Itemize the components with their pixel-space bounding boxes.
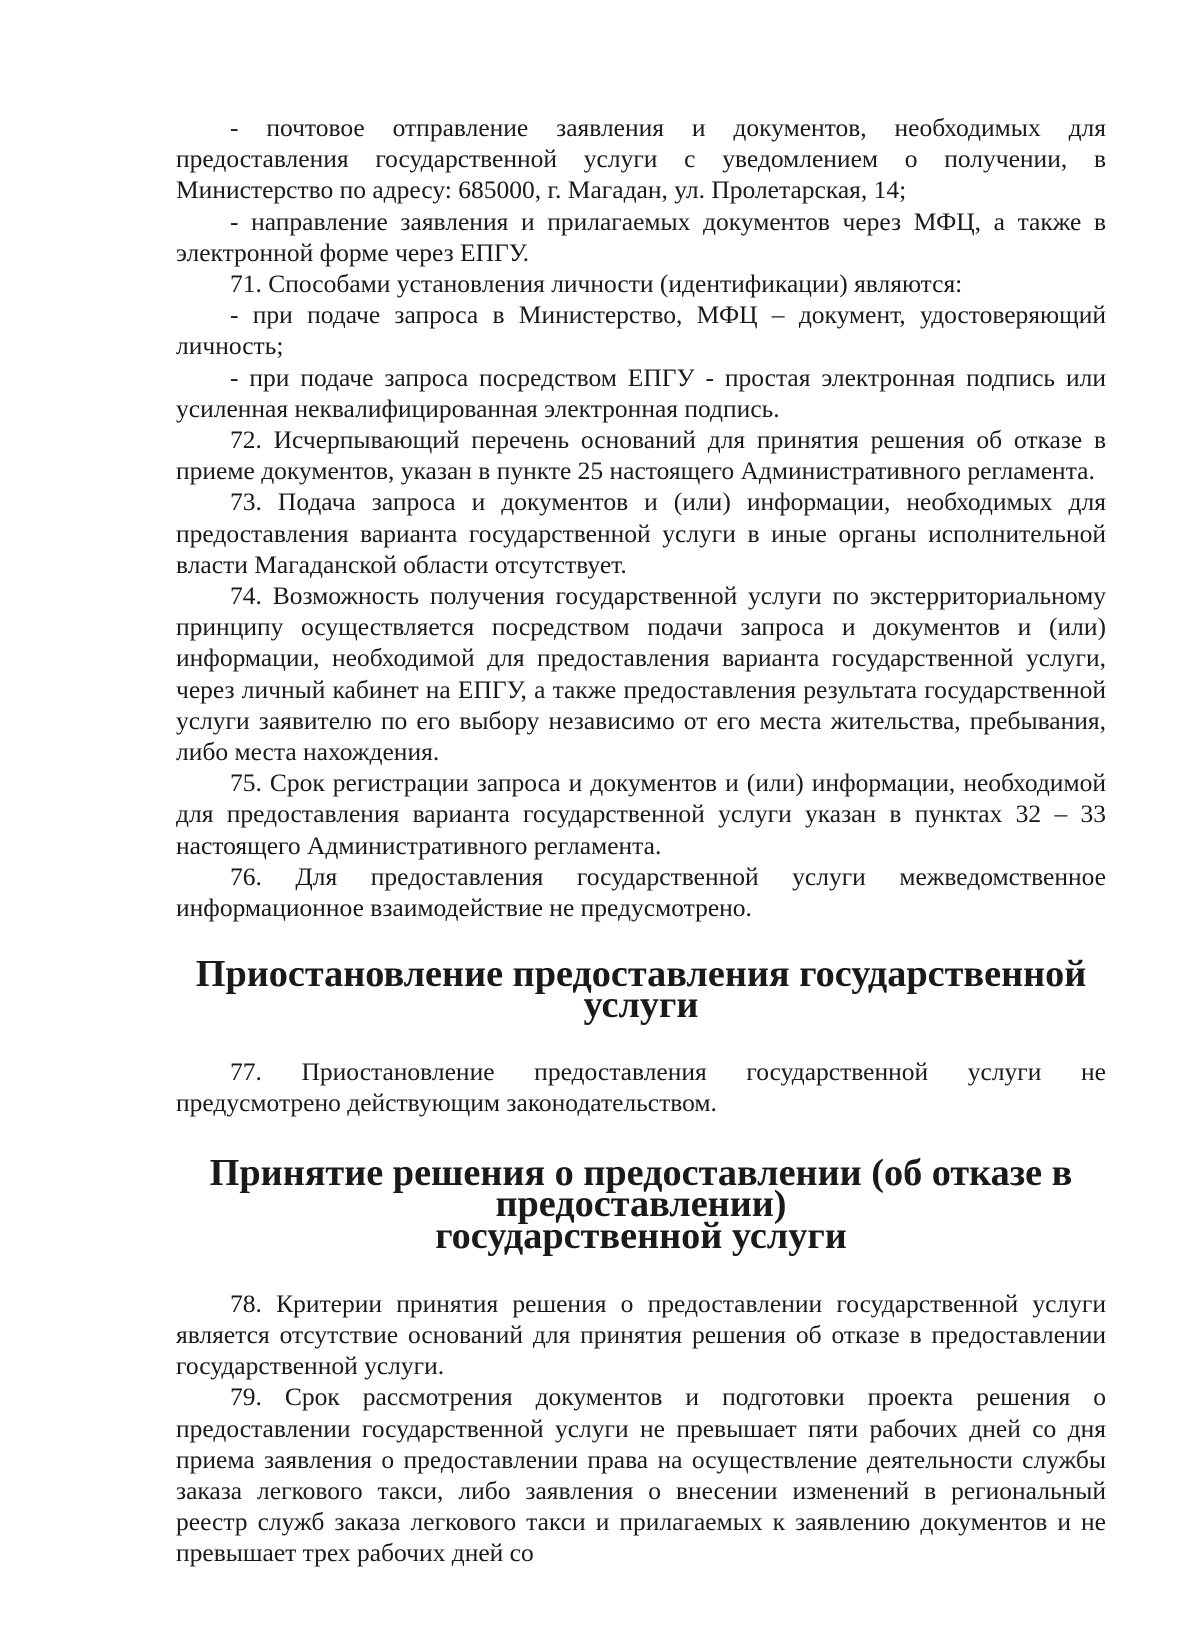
section-heading-suspension: Приостановление предоставления государственной услуги — [195, 953, 1087, 1027]
section-heading-decision — [176, 1152, 1106, 1257]
section-heading-decision-line-2: государственной услуги — [435, 1214, 847, 1257]
paragraph-71-ministry: - при подаче запроса в Министерство, МФЦ – документ, удостоверяющий личность; — [176, 300, 1106, 361]
paragraph-79: 79. Срок рассмотрения документов и подготовки проекта решения о предоставлении государственной услуги не превышает пяти рабочих дней со дня приема заявления о предоставлении права на осуществление деятельности службы заказа легкового такси, либо заявления о внесении изменений в региональный реестр служб заказа легкового такси и прилагаемых к заявлению документов и не превышает трех рабочих дней со — [176, 1382, 1106, 1568]
paragraph-76: 76. Для предоставления государственной услуги межведомственное информационное взаимодействие не предусмотрено. — [176, 861, 1106, 923]
paragraph-mfc-epgu-submission: - направление заявления и прилагаемых документов через МФЦ, а также в электронной форме через ЕПГУ. — [176, 206, 1106, 267]
section-heading-decision-line-1: Принятие решения о предоставлении (об отказе в предоставлении) — [209, 1152, 1073, 1226]
document-body — [176, 112, 1106, 1569]
paragraph-75: 75. Срок регистрации запроса и документов и (или) информации, необходимой для предоставления варианта государственной услуги указан в пунктах 32 – 33 настоящего Административного регламента. — [176, 768, 1106, 860]
paragraph-postal-submission: - почтовое отправление заявления и документов, необходимых для предоставления государственной услуги с уведомлением о получении, в Министерство по адресу: 685000, г. Магадан, ул. Пролетарская, 14; — [176, 113, 1106, 205]
paragraph-77: 77. Приостановление предоставления государственной услуги не предусмотрено действующим законодательством. — [176, 1056, 1106, 1117]
paragraph-78: 78. Критерии принятия решения о предоставлении государственной услуги является отсутствие оснований для принятия решения об отказе в предоставлении государственной услуги. — [176, 1288, 1106, 1381]
paragraph-73: 73. Подача запроса и документов и (или) информации, необходимых для предоставления варианта государственной услуги в иные органы исполнительной власти Магаданской области отсутствует. — [176, 487, 1106, 579]
paragraph-74: 74. Возможность получения государственной услуги по экстерриториальному принципу осуществляется посредством подачи запроса и документов и (или) информации, необходимой для предоставления варианта государственной услуги, через личный кабинет на ЕПГУ, а также предоставления результата государственной услуги заявителю по его выбору независимо от его места жительства, пребывания, либо места нахождения. — [176, 581, 1106, 767]
paragraph-71: 71. Способами установления личности (идентификации) являются: — [230, 269, 963, 299]
paragraph-72: 72. Исчерпывающий перечень оснований для принятия решения об отказе в приеме документов, указан в пункте 25 настоящего Административного регламента. — [176, 425, 1106, 486]
paragraph-71-epgu: - при подаче запроса посредством ЕПГУ - простая электронная подпись или усиленная неквалифицированная электронная подпись. — [176, 362, 1106, 423]
